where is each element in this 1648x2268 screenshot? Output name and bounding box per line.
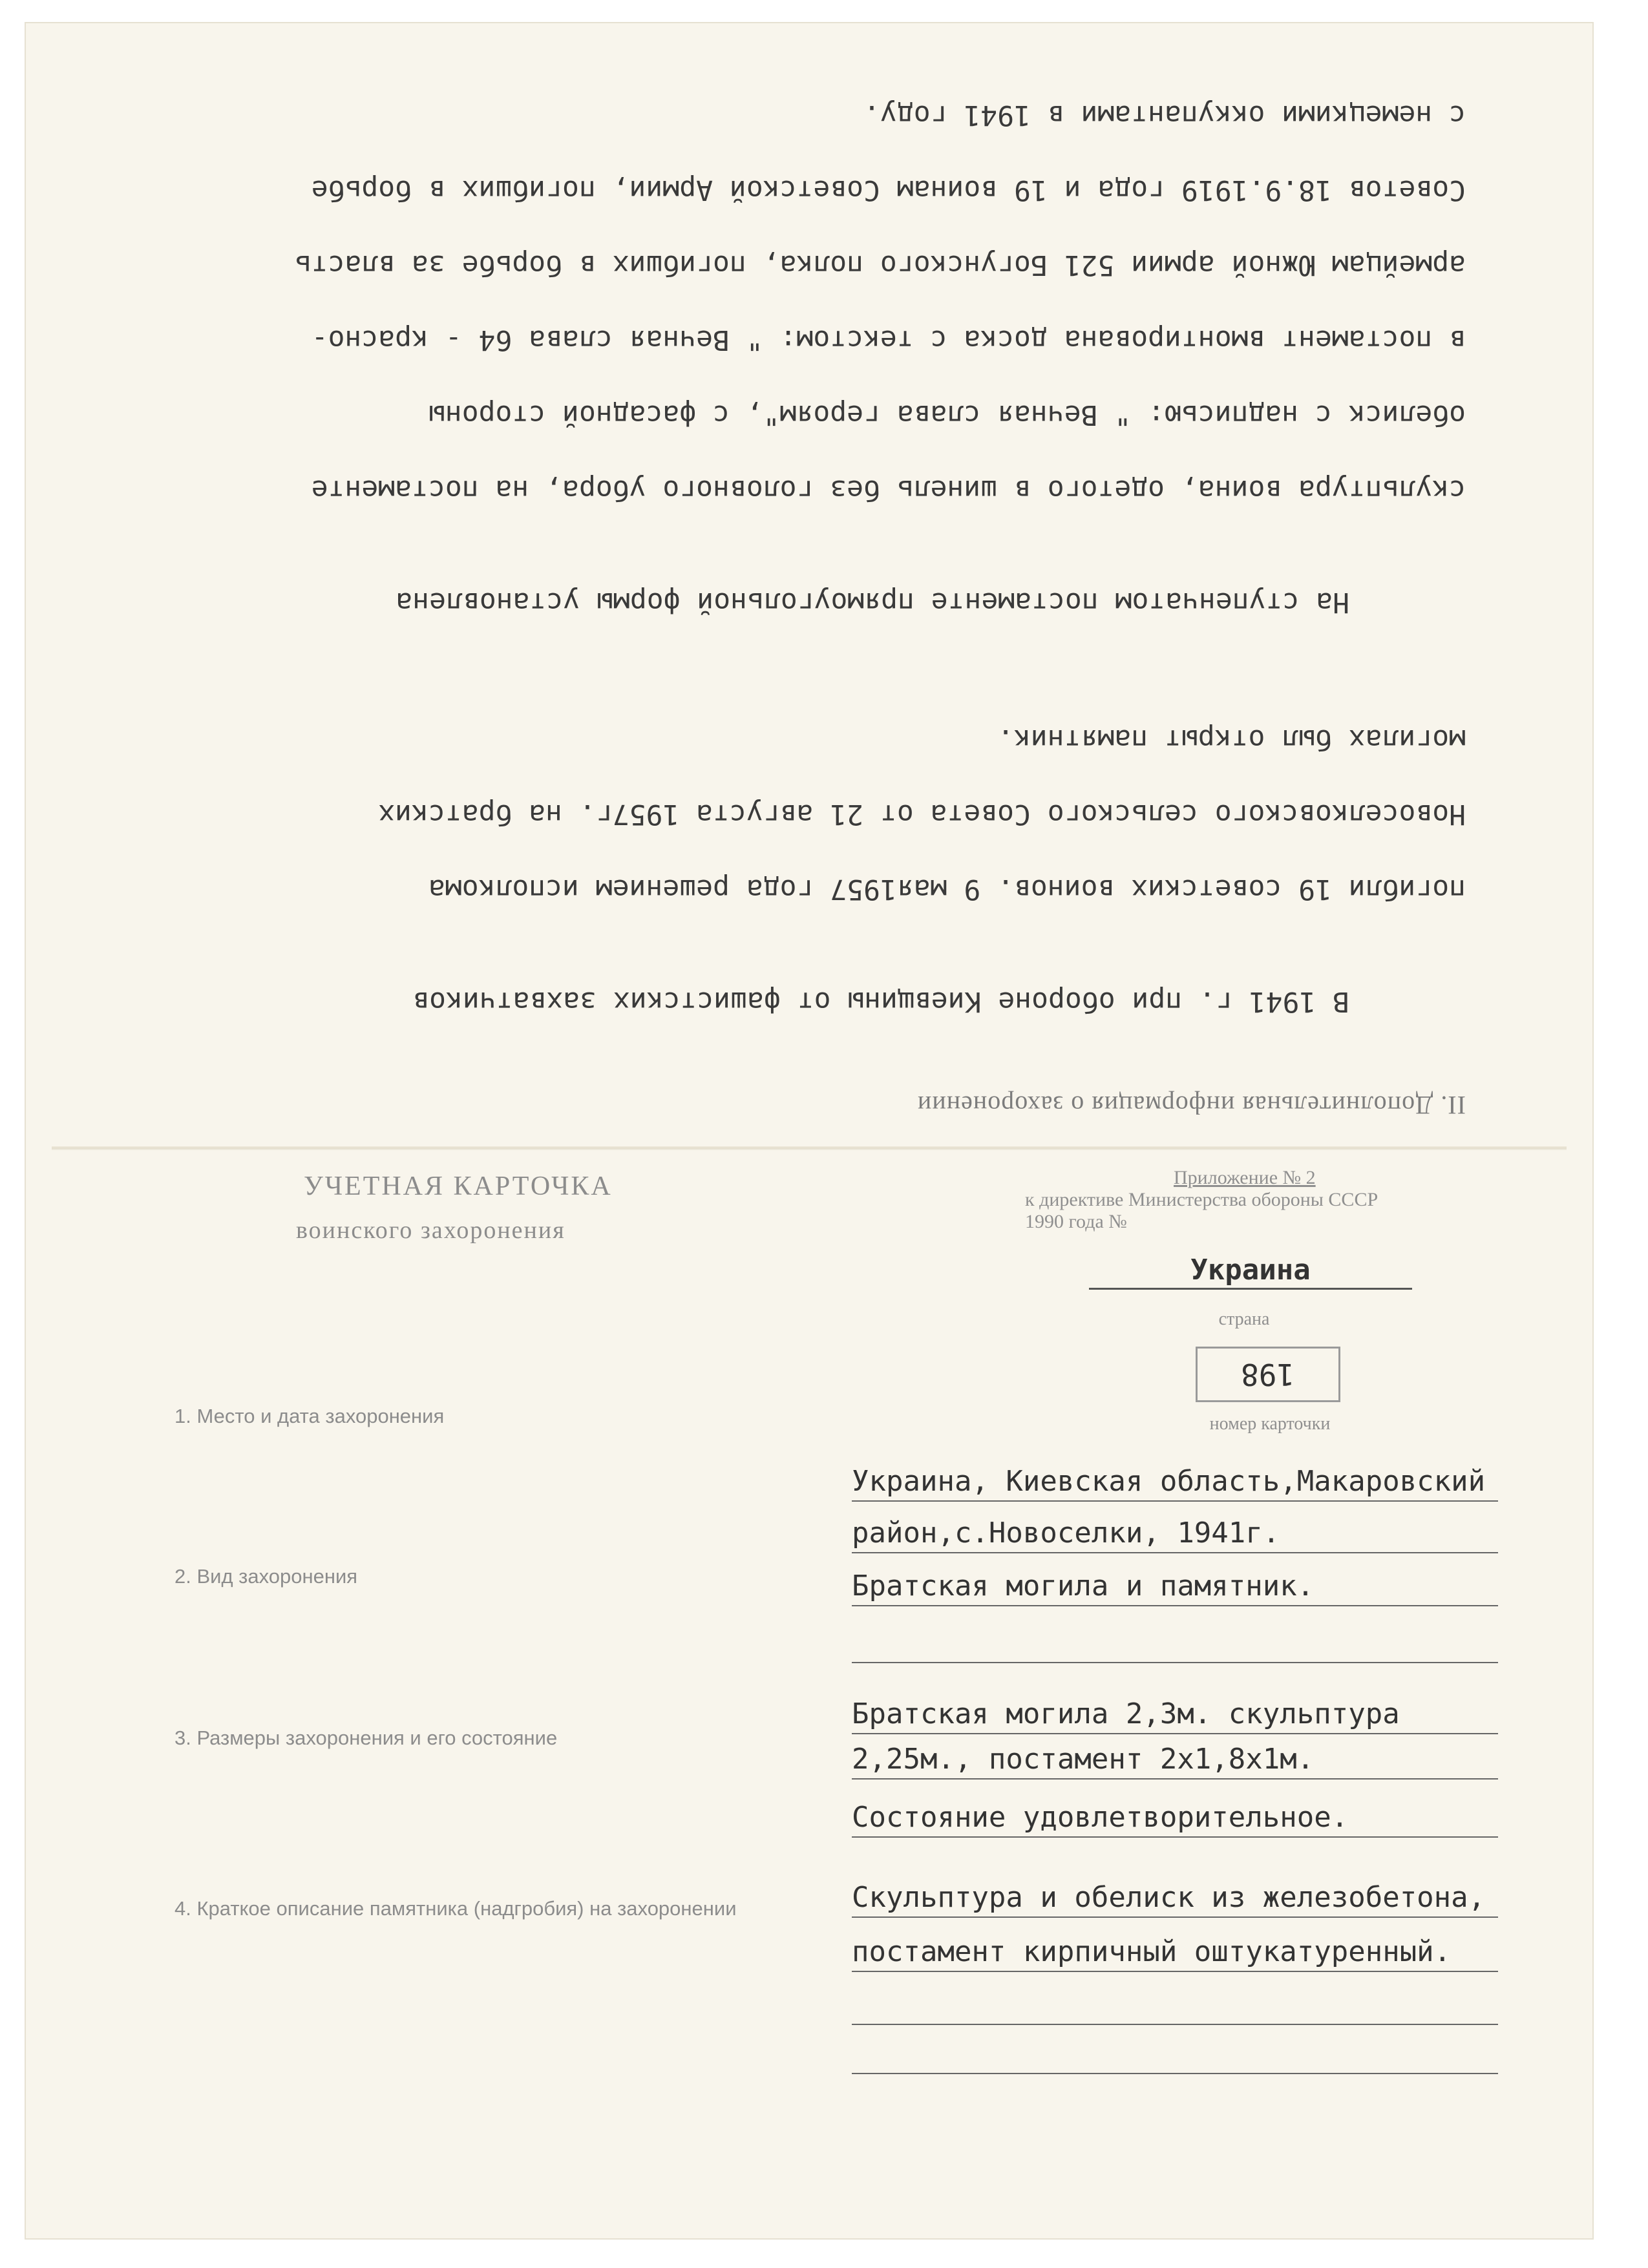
- field-1-label: 1. Место и дата захоронения: [174, 1405, 445, 1427]
- card-number-box: [1196, 1347, 1340, 1402]
- field-3-line: [852, 1795, 1498, 1838]
- field-2-value: Братская могила и памятник.: [852, 1570, 1315, 1602]
- additional-info-paragraph-2: [134, 546, 1466, 658]
- field-4-value: постамент кирпичный оштукатуренный.: [852, 1935, 1452, 1968]
- typed-line: В 1941 г. при обороне Киевщины от фашистских захватчиков: [412, 985, 1349, 1018]
- typed-line: обелиск с надписью: " Вечная слава героям", с фасадной стороны: [428, 399, 1466, 431]
- card-number-value: 198: [1241, 1357, 1295, 1392]
- upside-down-section: [26, 23, 1595, 1146]
- typed-line: могилах был открыт памятник.: [997, 723, 1466, 755]
- document-page: [25, 22, 1594, 2240]
- field-3-line: [852, 1692, 1498, 1734]
- typed-line: в постамент вмонтирована доска с текстом: " Вечная слава 64 - красно-: [311, 324, 1466, 356]
- typed-line: скульптура воина, одетого в шинель без головного убора, на постаменте: [311, 474, 1466, 506]
- additional-info-paragraph-2-cont: [134, 59, 1466, 546]
- appendix-year: 1990 года №: [1025, 1211, 1127, 1232]
- appendix-number: Приложение № 2: [1174, 1167, 1316, 1188]
- field-4-line: [852, 2032, 1498, 2074]
- field-1-value: Украина, Киевская область,Макаровский: [852, 1465, 1486, 1498]
- field-1-line: [852, 1459, 1498, 1502]
- typed-line: армейцам Южной армии 521 Богунского полка, погибших в борьбе за власть: [294, 249, 1466, 281]
- country-caption: страна: [1218, 1309, 1270, 1329]
- field-1-value: район,с.Новоселки, 1941г.: [852, 1517, 1280, 1549]
- field-4-label: 4. Краткое описание памятника (надгробия) на захоронении: [174, 1897, 737, 1920]
- field-3-value: 2,25м., постамент 2х1,8х1м.: [852, 1743, 1315, 1776]
- field-4-line: [852, 1875, 1498, 1918]
- field-2-line: [852, 1564, 1498, 1606]
- additional-info-heading: II. Дополнительная информация о захоронении: [916, 1091, 1466, 1120]
- additional-info-paragraph-1-cont: [134, 683, 1466, 945]
- country-field: Украина: [1089, 1254, 1412, 1290]
- field-2-line: [852, 1621, 1498, 1663]
- field-2-label: 2. Вид захоронения: [174, 1565, 358, 1588]
- upper-half: [26, 23, 1595, 1146]
- card-title: УЧЕТНАЯ КАРТОЧКА: [304, 1171, 613, 1201]
- typed-line: с немецкими оккупантами в 1941 году.: [863, 99, 1466, 131]
- appendix-directive: к директиве Министерства обороны СССР: [1025, 1189, 1379, 1210]
- fold-line: [52, 1146, 1567, 1150]
- field-4-line: [852, 1929, 1498, 1972]
- typed-line: погибли 19 советских воинов. 9 мая1957 года решением исполкома: [428, 873, 1466, 905]
- card-subtitle: воинского захоронения: [296, 1217, 565, 1244]
- field-3-value: Братская могила 2,3м. скульптура: [852, 1697, 1400, 1730]
- field-1-line: [852, 1511, 1498, 1553]
- card-number-caption: номер карточки: [1209, 1414, 1331, 1434]
- field-3-line: [852, 1737, 1498, 1780]
- appendix-reference: [1025, 1167, 1490, 1233]
- typed-line: Советов 18.9.1919 года и 19 воинам Советской Армии, погибших в борьбе: [311, 174, 1466, 206]
- additional-info-paragraph-1: [134, 945, 1466, 1058]
- field-3-label: 3. Размеры захоронения и его состояние: [174, 1727, 558, 1749]
- field-4-line: [852, 1982, 1498, 2025]
- typed-line: Новоселковского сельского Совета от 21 августа 1957г. на братских: [378, 798, 1466, 830]
- typed-line: На ступенчатом постаменте прямоугольной формы установлена: [396, 586, 1349, 618]
- field-4-value: Скульптура и обелиск из железобетона,: [852, 1881, 1486, 1914]
- field-3-value: Состояние удовлетворительное.: [852, 1801, 1349, 1834]
